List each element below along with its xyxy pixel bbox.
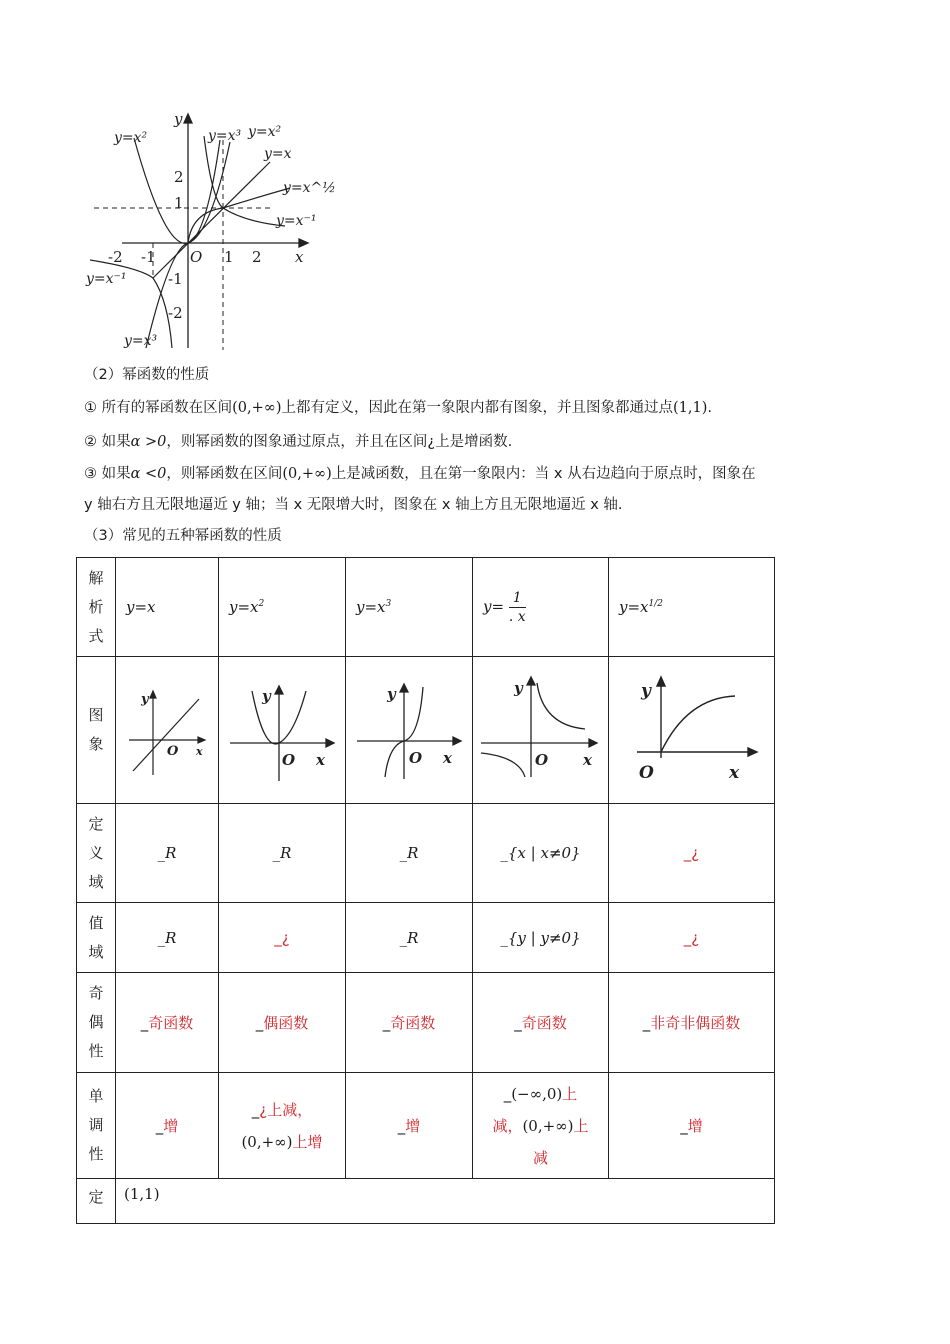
section2-point1 [84,397,712,419]
hdr-char: 义 [88,843,104,862]
range-sqrt: _¿ [609,903,775,973]
p1-interval: (0,+∞) [232,400,282,416]
monotonic-tail: 上增 [292,1132,323,1151]
graph-y-label: y [141,692,149,707]
formula-text: y=x [126,598,156,616]
graph-x-label: x [728,763,739,783]
parity-value: 偶函数 [263,1014,309,1032]
graph-x-label: x [582,751,592,769]
hdr-char: 象 [88,735,104,753]
row-header-graph [77,657,116,804]
monotonic-x-squared [219,1073,346,1179]
y-tick-m2: -2 [168,304,183,322]
parity-value: 奇函数 [521,1014,567,1032]
x-axis-arrow [299,239,308,247]
graph-origin-label: O [167,744,179,759]
row-header-range [77,903,116,973]
row-header-domain [77,804,116,903]
origin-label: O [190,248,203,266]
monotonic-value: 增 [687,1117,703,1135]
monotonic-interval2: (0,+∞) [522,1116,574,1135]
hdr-char: 定 [88,1188,104,1206]
graph-y-equals-x-squared [222,673,342,783]
hdr-char: 定 [88,814,104,833]
x-tick-2: 2 [252,248,262,266]
row-header-formula [77,558,116,657]
formula-text: y=x [229,598,259,616]
blank-mark: _ [642,1014,651,1032]
hdr-char: 析 [88,597,104,616]
parity-reciprocal [473,973,609,1073]
graph-origin-label: O [534,751,548,769]
formula-exponent: 1/2 [648,599,663,609]
section2-heading: （2）幂函数的性质 [84,367,210,383]
graph-origin-label: O [282,751,296,769]
formula-sqrt [609,558,775,657]
y-axis-arrow [184,114,192,123]
label-x-cubed-bottom: y=x³ [124,333,158,349]
p1-end: . [707,400,712,416]
formula-exponent: 2 [258,599,265,609]
row-header-monotonic [77,1073,116,1179]
domain-reciprocal: _{x | x≠0} [473,804,609,903]
monotonic-tail1: 上 [562,1084,578,1103]
x-tick-1: 1 [224,248,234,266]
p1-point: (1,1) [673,400,708,416]
p3-condition: α <0 [130,466,167,482]
blank-mark: _ [140,1014,149,1032]
parity-x-squared [219,973,346,1073]
domain-x-cubed: _R [346,804,473,903]
monotonic-x [116,1073,219,1179]
graph-y-equals-sqrt-x [617,668,767,788]
graph-y-equals-x [119,673,215,783]
domain-x-squared: _R [219,804,346,903]
formula-text: y=x [356,598,386,616]
row-monotonic [77,1073,775,1179]
section2-point2 [84,431,512,453]
monotonic-x-cubed [346,1073,473,1179]
blank-mark: _ [155,1117,164,1135]
domain-x: _R [116,804,219,903]
hdr-char: 性 [88,1042,104,1060]
y-tick-m1: -1 [168,270,183,288]
monotonic-sqrt [609,1073,775,1179]
graph-cell-x-squared [219,657,346,804]
section3-heading: （3）常见的五种幂函数的性质 [84,528,282,544]
fixed-point-value: (1,1) [116,1179,775,1224]
graph-x-label: x [196,745,203,758]
p2-prefix: ② 如果 [84,434,131,450]
section2-point3-cont: y 轴右方且无限地逼近 y 轴；当 x 无限增大时，图象在 x 轴上方且无限地逼近 x 轴. [84,497,623,513]
hdr-char: 性 [88,1145,104,1163]
power-functions-table [76,557,775,1224]
row-header-fixed [77,1179,116,1224]
y-tick-2: 2 [174,168,184,186]
blank-mark: _ [514,1014,522,1032]
label-x-cubed-top: y=x³ [208,128,242,144]
p3-prefix: ③ 如果 [84,466,131,482]
parity-sqrt [609,973,775,1073]
hdr-char: 单 [88,1087,104,1105]
section2-point3 [84,463,756,485]
parity-x [116,973,219,1073]
blank-mark: _ [680,1117,688,1135]
monotonic-line3: 减 [532,1148,548,1167]
hdr-char: 式 [88,626,104,645]
graph-y-equals-x-cubed [349,673,469,783]
formula-text: y=x [619,598,649,616]
p1-middle: 上都有定义，因此在第一象限内都有图象，并且图象都通过点 [281,400,673,416]
power-function-graph [80,100,336,355]
formula-x [116,558,219,657]
monotonic-tail2: 上 [573,1116,589,1135]
blank-mark: _ [397,1117,406,1135]
blank-mark: _ [503,1084,512,1103]
graph-origin-label: O [638,763,654,783]
hdr-char: 域 [88,872,104,891]
label-x-squared-top: y=x² [248,124,282,140]
monotonic-line1: ¿上减， [259,1100,313,1119]
label-x-inverse-right: y=x⁻¹ [276,213,317,229]
row-parity [77,973,775,1073]
graph-y-label: y [640,681,651,701]
formula-x-cubed [346,558,473,657]
domain-sqrt: _¿ [609,804,775,903]
blank-mark: _ [382,1014,391,1032]
row-fixed-point [77,1179,775,1224]
parity-value: 奇函数 [390,1014,436,1032]
graph-y-label: y [513,679,523,697]
x-tick-m2: -2 [108,248,123,266]
blank-mark: _ [251,1100,260,1119]
curve-x-squared [134,138,230,243]
monotonic-line2: 减， [492,1116,523,1135]
formula-x-squared [219,558,346,657]
hdr-char: 值 [88,913,104,932]
label-x-inverse-left: y=x⁻¹ [86,271,127,287]
formula-text: y= [483,597,505,615]
p2-condition: α >0 [130,434,167,450]
range-reciprocal: _{y | y≠0} [473,903,609,973]
hdr-char: 奇 [88,984,104,1002]
label-x: y=x [264,146,292,162]
y-axis-label: y [174,110,183,128]
p3-interval: (0,+∞) [282,466,332,482]
label-x-squared-left: y=x² [114,130,148,146]
p1-prefix: ① 所有的幂函数在区间 [84,400,233,416]
hdr-char: 解 [88,568,104,587]
parity-value: 奇函数 [148,1014,194,1032]
monotonic-interval: (0,+∞) [241,1132,293,1151]
graph-cell-x [116,657,219,804]
row-formula [77,558,775,657]
x-tick-m1: -1 [141,248,156,266]
monotonic-reciprocal [473,1073,609,1179]
monotonic-interval1: (−∞,0) [511,1084,563,1103]
graph-x-label: x [443,749,452,767]
p3-mid: ，则幂函数在区间 [166,466,283,482]
graph-cell-x-cubed [346,657,473,804]
graph-origin-label: O [409,749,423,767]
label-x-half: y=x^½ [283,180,336,196]
graph-x-label: x [316,751,325,769]
range-x: _R [116,903,219,973]
parity-value: 非奇非偶函数 [650,1014,741,1032]
row-range [77,903,775,973]
fraction-numerator: 1 [509,589,526,608]
row-graph [77,657,775,804]
range-x-cubed: _R [346,903,473,973]
graph-y-label: y [262,687,271,705]
hdr-char: 调 [88,1116,104,1134]
row-header-parity [77,973,116,1073]
p2-rest: ，则幂函数的图象通过原点，并且在区间¿上是增函数. [166,434,513,450]
row-domain [77,804,775,903]
graph-y-label: y [387,685,396,703]
range-x-squared: _¿ [219,903,346,973]
hdr-char: 图 [88,706,104,724]
fraction-denominator: . x [508,608,526,625]
p3-rest: 上是减函数，且在第一象限内：当 x 从右边趋向于原点时，图象在 [331,466,756,482]
graph-cell-sqrt [609,657,775,804]
parity-x-cubed [346,973,473,1073]
y-tick-1: 1 [174,194,184,212]
formula-exponent: 3 [385,599,392,609]
x-axis-label: x [295,248,304,266]
blank-mark: _ [255,1014,264,1032]
monotonic-value: 增 [163,1117,179,1135]
formula-reciprocal [473,558,609,657]
graph-y-equals-1-over-x [477,673,605,783]
hdr-char: 偶 [88,1013,104,1031]
monotonic-value: 增 [405,1117,421,1135]
hdr-char: 域 [88,942,104,961]
graph-cell-reciprocal [473,657,609,804]
